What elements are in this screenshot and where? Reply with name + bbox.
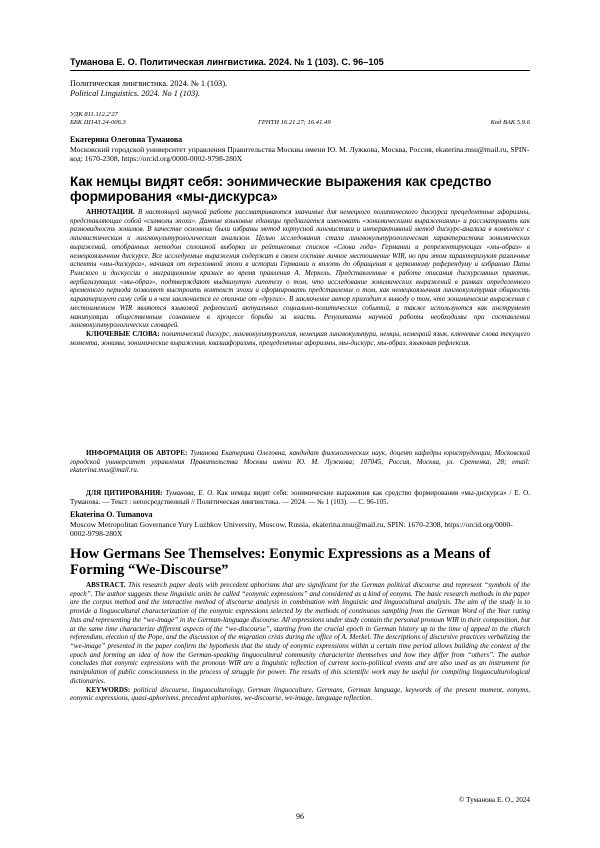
publication-en: Political Linguistics. 2024. No 1 (103). — [70, 89, 200, 98]
author-affiliation-en: Moscow Metropolitan Governance Yury Luzhkov University, Moscow, Russia, ekaterina.msu@mail.ru, SPIN: 1670-2308, https://orcid.org/0000-0002-9798-280X — [70, 520, 513, 539]
keywords-en — [70, 686, 530, 703]
citation-label: ДЛЯ ЦИТИРОВАНИЯ: — [86, 489, 163, 497]
abstract-ru-label: АННОТАЦИЯ. — [86, 208, 135, 216]
affiliation-en-block — [70, 520, 530, 538]
copyright: © Туманова Е. О., 2024 — [458, 796, 530, 804]
classification-codes — [70, 111, 530, 127]
author-info-label: ИНФОРМАЦИЯ ОБ АВТОРЕ: — [86, 449, 188, 457]
keywords-en-text: political discourse, linguoculturology, German linguoculture, Germans, German language, keywords of the present moment, eonyms, eonymic expressions, quasi-aphorisms, precedent aphorisms, we-discourse, we-image, language reflection. — [70, 685, 530, 703]
citation-text: Как немцы видят себя: эонимические выражения как средство формирования «мы-дискурса» / Е. О. Туманова. — Текст : непосредственный // Политическая лингвистика. — 2024. — № 1 (103). — С. 96-105. — [70, 489, 530, 506]
author-name-en: Ekaterina O. Tumanova — [70, 510, 153, 519]
author-affiliation-ru: Московский городской университет управления Правительства Москвы имени Ю. М. Лужкова, Москва, Россия, ekaterina.msu@mail.ru, SPIN-код: 1670-2308, https://orcid.org/0000-0002-9798-280X — [70, 145, 530, 164]
vak-code: Код ВАК 5.9.6 — [490, 119, 530, 126]
abstract-ru-text: В настоящей научной работе рассматриваются значимые для немецкого политического дискурса прецедентные афоризмы, представляющие собой «символы эпохи». Данные языковые единицы предлагается именовать «эонимическими выражениями» и рассматривать как разновидность эонимов. В качестве основных были избраны метод корпусной лингвистики и интерактивный метод дискурс-анализа в комплексе с лингвистическим и лингвокультурологическим анализом. Целью исследования стала лингвокультурологическая характеристика эонимических выражений, отобранных методом сплошной выборки из рейтинговых списков «Слова года» Германии и репрезентирующих «мы-образ» в немецкоязычном дискурсе. Все исследуемые выражения содержат в своем составе личное местоимение WIR, но при этом характеризуют различные аспекты «мы-дискурса», начиная от переломной эпохи в истории Германии и вплоть до обращения к церковному референдуму и избранию Папы Римского и дискуссии о миграционном кризисе во время правления А. Меркель. Представленные в работе описания дискурсивных практик, вербализующих «мы-образ», подтверждают выдвинутую гипотезу о том, что исследование эонимических выражений в рамках определенного временного периода позволяет выстроить контекст эпохи и сформировать представление о том, как немецкоязычная лингвокультурная общность характеризует саму себя и в чем заключается ее отличие от «других». В заключение автор приходит к выводу о том, что эонимические выражения с местоимением WIR являются языковой рефлексией актуальных социально-политических событий, а также используются как инструмент манипуляции общественным сознанием в процессе борьбы за власть. Результаты научной работы необходимы при составлении лингвокультурологических словарей. — [70, 208, 530, 330]
title-en-block — [70, 546, 530, 579]
keywords-ru-text: политический дискурс, лингвокультурология, немецкая лингвокультура, немцы, немецкий язык, ключевые слова текущего момента, эонимы, эонимические выражения, квазиафоризмы, прецедентные афоризмы, мы-дискурс, мы-образ, языковая рефлексия. — [70, 330, 530, 347]
title-ru-block — [70, 174, 530, 205]
udk-code: УДК 811.112.2'27 — [70, 111, 118, 118]
citation-author: Туманова, Е. О. — [165, 489, 214, 497]
author-name-ru: Екатерина Олеговна Туманова — [70, 135, 183, 144]
publication-info — [70, 79, 227, 99]
keywords-ru — [70, 330, 530, 347]
bbk-code: ББК Ш143.24-006.3 — [70, 119, 126, 126]
citation-block — [70, 489, 530, 506]
article-title-en: How Germans See Themselves: Eonymic Expressions as a Means of Forming “We-Discourse” — [70, 546, 491, 579]
author-info-block — [70, 449, 530, 475]
keywords-ru-label: КЛЮЧЕВЫЕ СЛОВА: — [86, 330, 160, 339]
abstract-ru — [70, 208, 530, 330]
running-head: Туманова Е. О. Политическая лингвистика. 2024. № 1 (103). С. 96–105 — [70, 57, 530, 71]
abstract-en-label: ABSTRACT. — [86, 581, 126, 589]
article-title-ru: Как немцы видят себя: эонимические выражения как средство формирования «мы-дискурса» — [70, 174, 492, 205]
publication-ru: Политическая лингвистика. 2024. № 1 (103). — [70, 79, 228, 88]
abstract-en-text: This research paper deals with precedent aphorisms that are significant for the German political discourse and represent “symbols of the epoch”. The author suggests these linguistic units be called “eonymic expressions” and considered as a kind of eonyms. The basic research methods in the paper are the corpus method and the interactive method of discourse analysis in combination with linguistic and linguocultural analysis. The aim of the study is to provide a linguocultural characterization of the eonymic expressions selected by the methods of continuous sampling from the German Word of the Year rating lists and representing the “we-image” in the German-language discourse. All expressions under study contain the personal pronoun WIR in their composition, but at the same time characterize different aspects of the “we-discourse”, starting from the crucial epoch in German history up to the time of appeal to the church referendum, election of the Pope, and the discussion of the migration crisis during the office of A. Merkel. The descriptions of discursive practices verbalizing the “we-image” presented in the paper confirm the hypothesis that the study of eonymic expressions within a certain time period allows building the context of the epoch and forming an idea of how the German-speaking linguocultural community characterize themselves and how they differ from “others”. The author concludes that eonymic expressions with the pronoun WIR are a linguistic reflection of current socio-political events and are also used as an instrument for manipulation of public consciousness in the process of struggle for power. The results of this scientific work may be useful for compiling linguoculturological dictionaries. — [70, 581, 531, 685]
page-number: 96 — [296, 812, 304, 821]
abstract-en-block — [70, 581, 530, 703]
citation — [70, 489, 530, 506]
abstract-ru-block — [70, 208, 530, 348]
author-block-ru — [70, 135, 530, 163]
abstract-en — [70, 581, 530, 686]
grnti-code: ГРНТИ 16.21.27; 16.41.49 — [258, 119, 331, 126]
keywords-en-label: KEYWORDS: — [86, 685, 131, 694]
author-info-text: Туманова Екатерина Олеговна, кандидат филологических наук, доцент кафедры юриспруденции, Московский городской университет управления Правительства Москвы имени Ю. М. Лужкова; 107045, Россия, Москва, ул. Сретенка, 28; email: ekaterina.msu@mail.ru. — [70, 449, 530, 475]
author-en — [70, 510, 530, 520]
author-info — [70, 449, 530, 475]
